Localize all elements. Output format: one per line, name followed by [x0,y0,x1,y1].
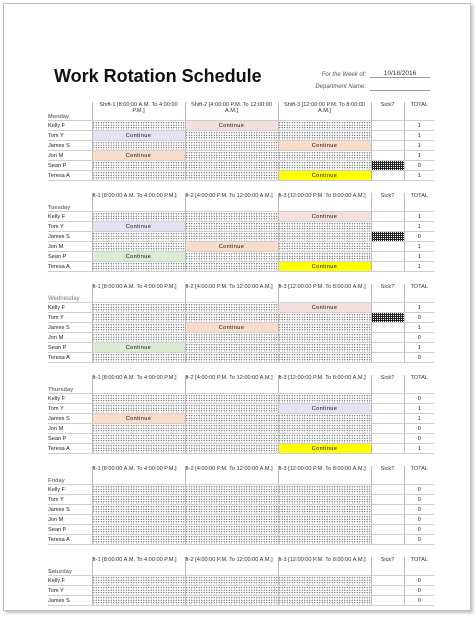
shift-cell[interactable] [278,434,371,444]
sick-cell[interactable] [371,252,404,262]
shift-cell[interactable] [185,131,278,141]
shift-cell[interactable]: Continue [278,212,371,222]
employee-name: James S [48,414,92,424]
shift-cell[interactable] [185,444,278,454]
total-header: TOTAL [404,375,434,394]
shift-cell[interactable] [185,353,278,363]
sick-cell[interactable] [371,262,404,272]
shift-cell[interactable] [185,404,278,414]
table-row [48,232,434,242]
shift-header: ft-1 [8:00:00 A.M. To 4:00:00 P.M.] [92,375,185,394]
employee-name: Kelly F [48,576,92,586]
table-row [48,505,434,515]
total-header: TOTAL [404,284,434,303]
shift-cell[interactable] [278,535,371,545]
shift-cell[interactable] [185,586,278,596]
total-cell: 0 [404,161,434,171]
shift-cell[interactable] [185,161,278,171]
table-row [48,414,434,424]
employee-name: Jon M [48,151,92,161]
sick-cell[interactable] [371,212,404,222]
total-cell: 0 [404,596,434,606]
sick-cell[interactable] [371,323,404,333]
shift-cell[interactable]: Continue [278,262,371,272]
day-label: Saturday [48,557,92,576]
total-cell: 1 [404,212,434,222]
table-row [48,515,434,525]
employee-name: Sean P [48,434,92,444]
shift-cell[interactable] [278,586,371,596]
sick-cell[interactable] [371,141,404,151]
sick-cell[interactable] [371,414,404,424]
sick-cell[interactable] [371,232,404,242]
total-cell: 0 [404,394,434,404]
total-cell: 1 [404,141,434,151]
total-cell: 1 [404,414,434,424]
shift-cell[interactable] [278,495,371,505]
sick-header: Sick? [371,466,404,485]
shift-cell[interactable] [92,333,185,343]
shift-cell[interactable] [92,515,185,525]
shift-cell[interactable] [278,242,371,252]
shift-cell[interactable] [92,323,185,333]
shift-header: ft-2 [4:00:00 P.M. To 12:00:00 A.M.] [185,557,278,576]
shift-cell[interactable] [278,505,371,515]
shift-cell[interactable] [92,434,185,444]
table-row [48,121,434,131]
total-cell: 1 [404,262,434,272]
page-title: Work Rotation Schedule [54,66,262,86]
shift-cell[interactable] [185,262,278,272]
table-row [48,303,434,313]
total-cell: 1 [404,171,434,181]
total-cell: 0 [404,353,434,363]
total-cell: 0 [404,586,434,596]
day-label: Thursday [48,375,92,394]
sick-cell[interactable] [371,353,404,363]
total-cell: 1 [404,222,434,232]
shift-cell[interactable]: Continue [92,131,185,141]
table-row [48,262,434,272]
employee-name: Kelly F [48,212,92,222]
shift-header: Shift-1 [8:00:00 A.M. To 4:00:00 P.M.] [92,102,185,121]
shift-header: ft-2 [4:00:00 P.M. To 12:00:00 A.M.] [185,466,278,485]
table-row [48,313,434,323]
sick-cell[interactable] [371,515,404,525]
shift-cell[interactable] [278,232,371,242]
shift-cell[interactable]: Continue [92,151,185,161]
shift-header: ft-1 [8:00:00 A.M. To 4:00:00 P.M.] [92,284,185,303]
table-row [48,252,434,262]
shift-header: ft-3 [12:00:00 P.M. To 8:00:00 A.M.] [278,193,371,212]
employee-name: Teresa A [48,444,92,454]
shift-cell[interactable] [92,394,185,404]
shift-cell[interactable] [278,485,371,495]
shift-cell[interactable] [185,333,278,343]
sick-cell[interactable] [371,303,404,313]
shift-cell[interactable] [278,424,371,434]
sick-cell[interactable] [371,121,404,131]
day-table-wednesday [48,284,434,363]
department-label: Department Name: [315,84,366,90]
table-row [48,151,434,161]
sick-cell[interactable] [371,576,404,586]
day-table-saturday [48,557,434,606]
shift-cell[interactable] [92,596,185,606]
table-row [48,333,434,343]
shift-cell[interactable] [278,151,371,161]
sick-cell[interactable] [371,495,404,505]
shift-cell[interactable] [185,141,278,151]
day-label: Friday [48,466,92,485]
shift-cell[interactable] [278,525,371,535]
shift-cell[interactable] [278,343,371,353]
shift-cell[interactable]: Continue [92,343,185,353]
day-label: Tuesday [48,193,92,212]
week-label: For the Week of: [321,72,366,78]
total-cell: 0 [404,434,434,444]
employee-name: Sean P [48,252,92,262]
employee-name: Kelly F [48,394,92,404]
employee-name: Teresa A [48,535,92,545]
shift-cell[interactable] [185,343,278,353]
shift-cell[interactable] [92,171,185,181]
total-cell: 1 [404,343,434,353]
shift-cell[interactable] [92,141,185,151]
sick-cell[interactable] [371,485,404,495]
shift-cell[interactable] [92,576,185,586]
shift-cell[interactable] [185,303,278,313]
shift-cell[interactable] [185,171,278,181]
total-header: TOTAL [404,193,434,212]
shift-cell[interactable] [278,323,371,333]
table-row [48,444,434,454]
shift-cell[interactable] [185,525,278,535]
shift-cell[interactable] [92,121,185,131]
employee-name: Kelly F [48,485,92,495]
total-cell: 0 [404,515,434,525]
shift-cell[interactable]: Continue [185,242,278,252]
sick-cell[interactable] [371,505,404,515]
shift-cell[interactable] [92,485,185,495]
total-cell: 1 [404,252,434,262]
day-label: Wednesday [48,284,92,303]
shift-cell[interactable] [278,131,371,141]
shift-cell[interactable]: Continue [92,252,185,262]
sick-cell[interactable] [371,171,404,181]
table-row [48,353,434,363]
employee-name: Jon M [48,515,92,525]
total-cell: 1 [404,131,434,141]
shift-cell[interactable] [185,535,278,545]
shift-cell[interactable] [92,495,185,505]
table-row [48,525,434,535]
table-row [48,222,434,232]
shift-cell[interactable] [185,434,278,444]
sick-header: Sick? [371,557,404,576]
department-value[interactable] [370,82,430,91]
employee-name: James S [48,232,92,242]
shift-header: ft-3 [12:00:00 P.M. To 8:00:00 A.M.] [278,284,371,303]
employee-name: Teresa A [48,262,92,272]
employee-name: Sean P [48,161,92,171]
shift-header: ft-1 [8:00:00 A.M. To 4:00:00 P.M.] [92,193,185,212]
shift-cell[interactable] [185,495,278,505]
employee-name: Jon M [48,242,92,252]
shift-cell[interactable] [92,262,185,272]
total-cell: 1 [404,303,434,313]
employee-name: Sean P [48,525,92,535]
sick-cell[interactable] [371,586,404,596]
total-cell: 1 [404,121,434,131]
shift-cell[interactable] [92,444,185,454]
shift-header: ft-3 [12:00:00 P.M. To 8:00:00 A.M.] [278,466,371,485]
shift-cell[interactable] [278,576,371,586]
shift-cell[interactable] [92,353,185,363]
shift-cell[interactable]: Continue [278,303,371,313]
shift-cell[interactable] [185,505,278,515]
sick-cell[interactable] [371,222,404,232]
shift-cell[interactable] [278,252,371,262]
table-row [48,141,434,151]
sick-cell[interactable] [371,434,404,444]
table-row [48,596,434,606]
employee-name: Tom Y [48,404,92,414]
employee-name: Tom Y [48,222,92,232]
shift-cell[interactable]: Continue [185,323,278,333]
shift-cell[interactable] [185,485,278,495]
employee-name: Kelly F [48,121,92,131]
table-row [48,212,434,222]
shift-cell[interactable] [185,313,278,323]
total-cell: 0 [404,535,434,545]
shift-header: ft-1 [8:00:00 A.M. To 4:00:00 P.M.] [92,557,185,576]
shift-cell[interactable] [92,232,185,242]
table-row [48,424,434,434]
sick-cell[interactable] [371,313,404,323]
shift-cell[interactable] [92,303,185,313]
sick-cell[interactable] [371,343,404,353]
day-table-monday [48,102,434,181]
shift-cell[interactable] [92,212,185,222]
shift-cell[interactable]: Continue [278,444,371,454]
shift-header: ft-3 [12:00:00 P.M. To 8:00:00 A.M.] [278,557,371,576]
shift-header: ft-2 [4:00:00 P.M. To 12:00:00 A.M.] [185,284,278,303]
day-table-friday [48,466,434,545]
document-page [3,3,471,611]
shift-header: Shift-2 [4:00:00 P.M. To 12:00:00 A.M.] [185,102,278,121]
sick-cell[interactable] [371,535,404,545]
shift-header: ft-3 [12:00:00 P.M. To 8:00:00 A.M.] [278,375,371,394]
table-row [48,576,434,586]
sick-header: Sick? [371,102,404,121]
shift-cell[interactable]: Continue [185,121,278,131]
shift-cell[interactable] [92,161,185,171]
employee-name: Jon M [48,333,92,343]
employee-name: Tom Y [48,131,92,141]
total-cell: 1 [404,444,434,454]
shift-cell[interactable]: Continue [278,171,371,181]
sick-header: Sick? [371,375,404,394]
table-row [48,343,434,353]
shift-cell[interactable] [92,404,185,414]
schedule-container [48,102,434,618]
shift-cell[interactable] [92,242,185,252]
sick-cell[interactable] [371,333,404,343]
sick-cell[interactable] [371,131,404,141]
table-row [48,171,434,181]
sick-cell[interactable] [371,394,404,404]
shift-header: ft-2 [4:00:00 P.M. To 12:00:00 A.M.] [185,375,278,394]
shift-cell[interactable] [278,596,371,606]
table-row [48,495,434,505]
shift-cell[interactable] [185,576,278,586]
total-header: TOTAL [404,466,434,485]
shift-cell[interactable] [278,222,371,232]
shift-cell[interactable] [185,151,278,161]
total-cell: 0 [404,525,434,535]
shift-cell[interactable]: Continue [278,141,371,151]
shift-cell[interactable] [185,232,278,242]
shift-header: ft-2 [4:00:00 P.M. To 12:00:00 A.M.] [185,193,278,212]
employee-name: Jon M [48,424,92,434]
sick-cell[interactable] [371,424,404,434]
shift-cell[interactable] [278,313,371,323]
shift-cell[interactable] [92,505,185,515]
shift-cell[interactable] [92,424,185,434]
total-cell: 0 [404,313,434,323]
shift-cell[interactable] [278,414,371,424]
sick-cell[interactable] [371,242,404,252]
shift-cell[interactable] [185,252,278,262]
shift-cell[interactable]: Continue [92,414,185,424]
week-value[interactable]: 10/18/2016 [370,70,430,78]
total-cell: 0 [404,232,434,242]
employee-name: James S [48,596,92,606]
shift-cell[interactable] [92,313,185,323]
shift-cell[interactable] [92,535,185,545]
shift-cell[interactable] [92,586,185,596]
table-row [48,242,434,252]
shift-cell[interactable] [278,121,371,131]
total-cell: 0 [404,576,434,586]
table-row [48,404,434,414]
shift-cell[interactable] [185,596,278,606]
shift-cell[interactable] [185,414,278,424]
table-row [48,394,434,404]
sick-cell[interactable] [371,525,404,535]
total-cell: 1 [404,151,434,161]
total-header: TOTAL [404,102,434,121]
table-row [48,485,434,495]
day-table-thursday [48,375,434,454]
total-cell: 1 [404,323,434,333]
total-cell: 1 [404,242,434,252]
table-row [48,131,434,141]
shift-cell[interactable] [278,161,371,171]
employee-name: James S [48,505,92,515]
sick-cell[interactable] [371,151,404,161]
shift-cell[interactable] [185,515,278,525]
employee-name: James S [48,141,92,151]
shift-header: Shift-3 [12:00:00 P.M. To 8:00:00 A.M.] [278,102,371,121]
shift-cell[interactable] [92,525,185,535]
day-table-tuesday [48,193,434,272]
shift-cell[interactable] [185,222,278,232]
shift-header: ft-1 [8:00:00 A.M. To 4:00:00 P.M.] [92,466,185,485]
employee-name: Kelly F [48,303,92,313]
sick-header: Sick? [371,284,404,303]
shift-cell[interactable] [278,333,371,343]
total-cell: 0 [404,505,434,515]
employee-name: Sean P [48,343,92,353]
shift-cell[interactable] [185,212,278,222]
shift-cell[interactable]: Continue [92,222,185,232]
employee-name: Tom Y [48,586,92,596]
sick-cell[interactable] [371,596,404,606]
shift-cell[interactable]: Continue [278,404,371,414]
day-label: Monday [48,102,92,121]
shift-cell[interactable] [278,515,371,525]
sick-header: Sick? [371,193,404,212]
total-cell: 0 [404,333,434,343]
sick-cell[interactable] [371,444,404,454]
table-row [48,323,434,333]
employee-name: Teresa A [48,353,92,363]
shift-cell[interactable] [185,424,278,434]
employee-name: Tom Y [48,495,92,505]
table-row [48,535,434,545]
total-cell: 0 [404,424,434,434]
table-row [48,586,434,596]
employee-name: Teresa A [48,171,92,181]
employee-name: James S [48,323,92,333]
total-cell: 0 [404,485,434,495]
total-header: TOTAL [404,557,434,576]
shift-cell[interactable] [185,394,278,404]
shift-cell[interactable] [278,394,371,404]
sick-cell[interactable] [371,404,404,414]
employee-name: Tom Y [48,313,92,323]
shift-cell[interactable] [278,353,371,363]
table-row [48,434,434,444]
total-cell: 0 [404,495,434,505]
sick-cell[interactable] [371,161,404,171]
table-row [48,161,434,171]
total-cell: 1 [404,404,434,414]
